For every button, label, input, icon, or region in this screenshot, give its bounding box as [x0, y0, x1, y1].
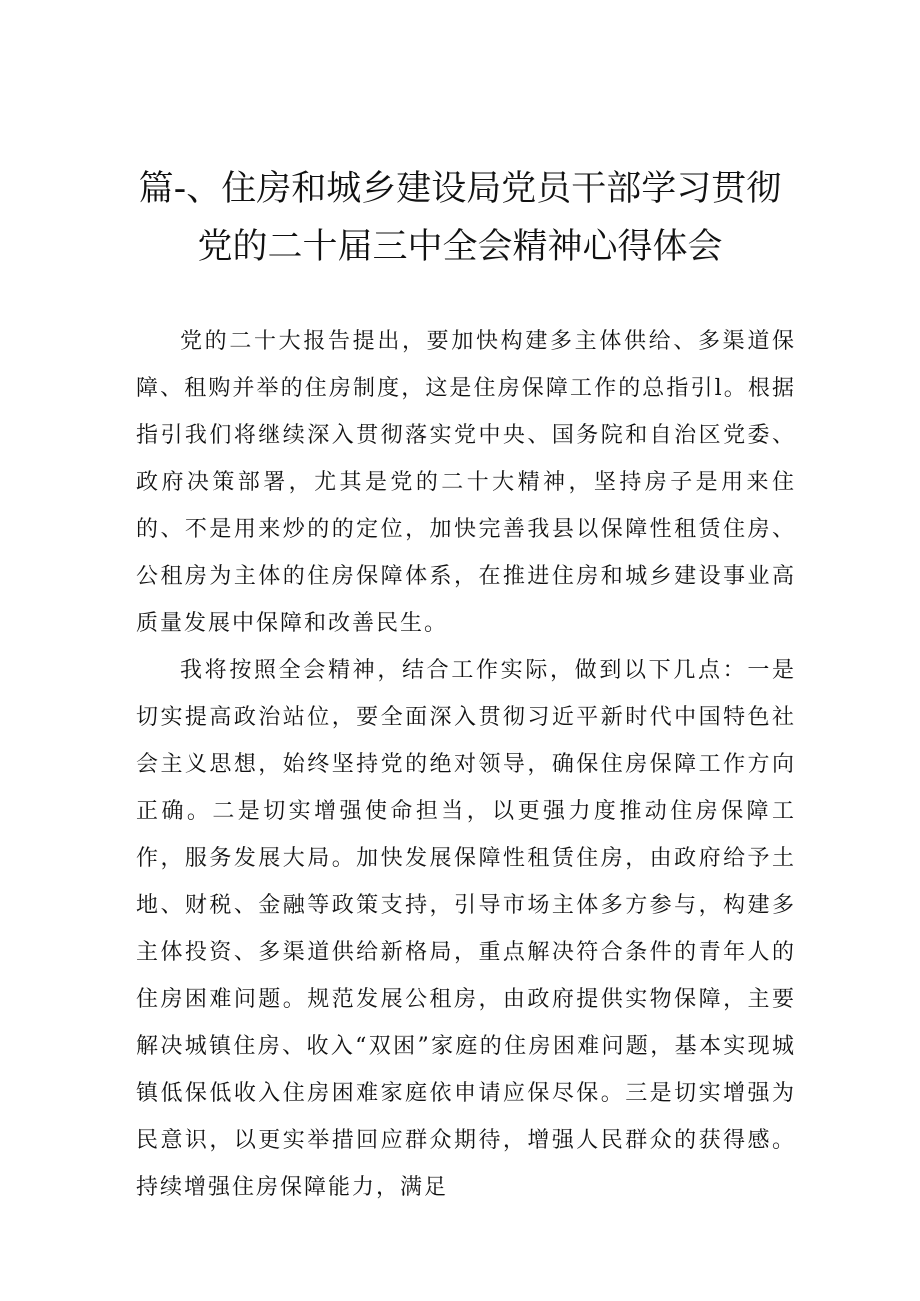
document-title — [0, 160, 920, 276]
title-line-1: 篇-、住房和城乡建设局党员干部学习贯彻 — [138, 169, 782, 209]
document-body — [136, 318, 796, 1211]
title-line-2: 党的二十届三中全会精神心得体会 — [197, 227, 723, 267]
paragraph-2: 我将按照全会精神，结合工作实际，做到以下几点：一是切实提高政治站位，要全面深入贯彻习近平新时代中国特色社会主义思想，始终坚持党的绝对领导，确保住房保障工作方向正确。二是切实增强使命担当，以更强力度推动住房保障工作，服务发展大局。加快发展保障性租赁住房，由政府给予土地、财税、金融等政策支持，引导市场主体多方参与，构建多主体投资、多渠道供给新格局，重点解决符合条件的青年人的住房困难问题。规范发展公租房，由政府提供实物保障，主要解决城镇住房、收入“双困”家庭的住房困难问题，基本实现城镇低保低收入住房困难家庭依申请应保尽保。三是切实增强为民意识，以更实举措回应群众期待，增强人民群众的获得感。持续增强住房保障能力，满足 — [136, 658, 796, 1200]
paragraph-1: 党的二十大报告提出，要加快构建多主体供给、多渠道保障、租购并举的住房制度，这是住房保障工作的总指引l。根据指引我们将继续深入贯彻落实党中央、国务院和自治区党委、政府决策部署，尤其是党的二十大精神，坚持房子是用来住的、不是用来炒的的定位，加快完善我县以保障性租赁住房、公租房为主体的住房保障体系，在推进住房和城乡建设事业高质量发展中保障和改善民生。 — [136, 329, 796, 636]
